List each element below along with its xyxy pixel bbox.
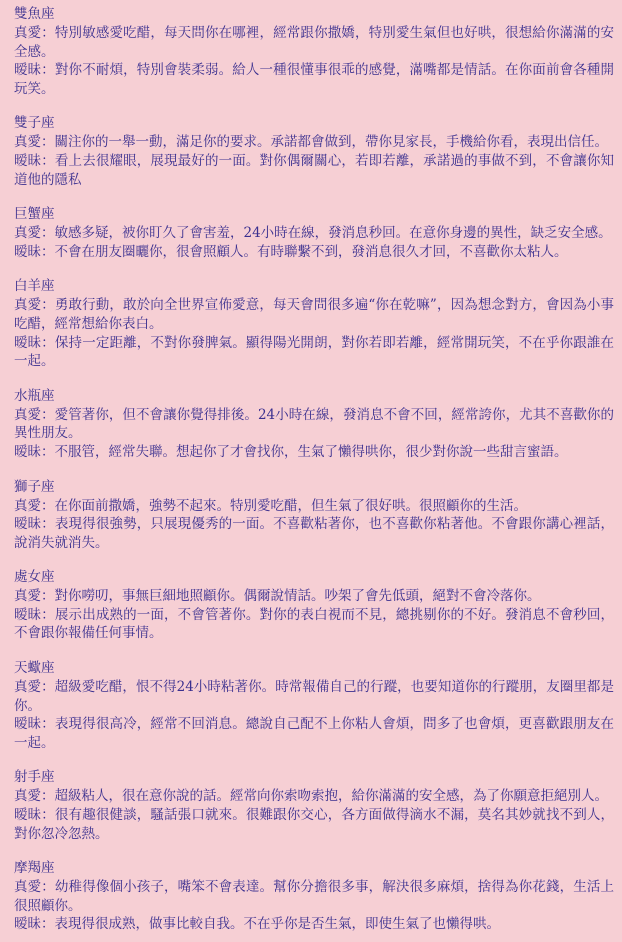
section-sagittarius	[14, 767, 614, 843]
ambiguous-text: 暧昧：很有趣很健談，騷話張口就來。很難跟你交心，各方面做得滴水不漏，莫名其妙就找不到人，對你忽冷忽熱。	[14, 807, 614, 842]
true-love-text: 真愛：在你面前撒嬌，強勢不起來。特別愛吃醋，但生氣了很好哄。很照顧你的生活。	[14, 497, 527, 514]
section-title: 雙魚座	[14, 6, 55, 22]
section-pisces	[14, 4, 614, 98]
ambiguous-text: 暧昧：展示出成熟的一面，不會管著你。對你的表白視而不見，總挑剔你的不好。發消息不會秒回，不會跟你報備任何事情。	[14, 606, 614, 642]
ambiguous-text: 暧昧：表現得很強勢，只展現優秀的一面。不喜歡粘著你，也不喜歡你粘著他。不會跟你講心裡話，說消失就消失。	[14, 516, 614, 551]
section-title: 射手座	[14, 769, 55, 786]
true-love-text: 真愛：超級粘人，很在意你說的話。經常向你索吻索抱，給你滿滿的安全感，為了你願意拒絕別人。	[14, 788, 608, 805]
ambiguous-text: 暧昧：不會在朋友圈曬你，很會照顧人。有時聯繫不到，發消息很久才回，不喜歡你太粘人。	[14, 243, 568, 260]
section-title: 處女座	[14, 569, 55, 586]
section-title: 白羊座	[14, 278, 55, 295]
ambiguous-text: 暧昧：不服管，經常失聯。想起你了才會找你，生氣了懶得哄你，很少對你說一些甜言蜜語。	[14, 443, 568, 460]
true-love-text: 真愛：對你嘮叨，事無巨細地照顧你。偶爾說情話。吵架了會先低頭，絕對不會冷落你。	[14, 588, 541, 605]
true-love-text: 真愛：勇敢行動，敢於向全世界宣佈愛意，每天會問很多遍“你在乾嘛”，因為想念對方，會因為小事吃醋，經常想給你表白。	[14, 297, 614, 332]
true-love-text: 真愛：特別敏感愛吃醋，每天問你在哪裡，經常跟你撒嬌，特別愛生氣但也好哄，很想給你滿滿的安全感。	[14, 25, 614, 60]
section-aries	[14, 276, 614, 370]
section-leo	[14, 477, 614, 553]
ambiguous-text: 暧昧：對你不耐煩，特別會裝柔弱。給人一種很懂事很乖的感覺，滿嘴都是情話。在你面前會各種開玩笑。	[14, 62, 614, 97]
true-love-text: 真愛：愛管著你，但不會讓你覺得排後。24小時在線，發消息不會不回，經常誇你，尤其不喜歡你的異性朋友。	[14, 406, 614, 442]
section-title: 摩羯座	[14, 860, 55, 877]
true-love-text: 真愛：關注你的一舉一動，滿足你的要求。承諾都會做到，帶你見家長，手機給你看，表現出信任。	[14, 134, 608, 151]
ambiguous-text: 暧昧：保持一定距離，不對你發脾氣。顯得陽光開朗，對你若即若離，經常開玩笑，不在乎你跟誰在一起。	[14, 334, 614, 370]
section-title: 巨蟹座	[14, 206, 55, 223]
section-title: 天蠍座	[14, 660, 55, 677]
section-gemini	[14, 113, 614, 189]
section-capricorn	[14, 858, 614, 934]
ambiguous-text: 暧昧：表現得很成熟，做事比較自我。不在乎你是否生氣，即使生氣了也懶得哄。	[14, 916, 500, 933]
true-love-text: 真愛：超級愛吃醋，恨不得24小時粘著你。時常報備自己的行蹤，也要知道你的行蹤朋，友圈里都是你。	[14, 679, 614, 714]
section-title: 獅子座	[14, 478, 55, 495]
section-title: 雙子座	[14, 115, 55, 132]
section-title: 水瓶座	[14, 387, 55, 404]
true-love-text: 真愛：幼稚得像個小孩子，嘴笨不會表達。幫你分擔很多事，解決很多麻煩，捨得為你花錢，生活上很照顧你。	[14, 879, 614, 914]
section-aquarius	[14, 386, 614, 462]
section-cancer	[14, 204, 614, 261]
ambiguous-text: 暧昧：看上去很耀眼，展現最好的一面。對你偶爾關心，若即若離，承諾過的事做不到，不會讓你知道他的隱私	[14, 152, 614, 188]
section-virgo	[14, 567, 614, 643]
section-scorpio	[14, 658, 614, 752]
true-love-text: 真愛：敏感多疑，被你盯久了會害羞，24小時在線，發消息秒回。在意你身邊的異性，缺乏安全感。	[14, 225, 612, 242]
ambiguous-text: 暧昧：表現得很高冷，經常不回消息。總說自己配不上你粘人會煩，問多了也會煩，更喜歡跟朋友在一起。	[14, 716, 614, 751]
